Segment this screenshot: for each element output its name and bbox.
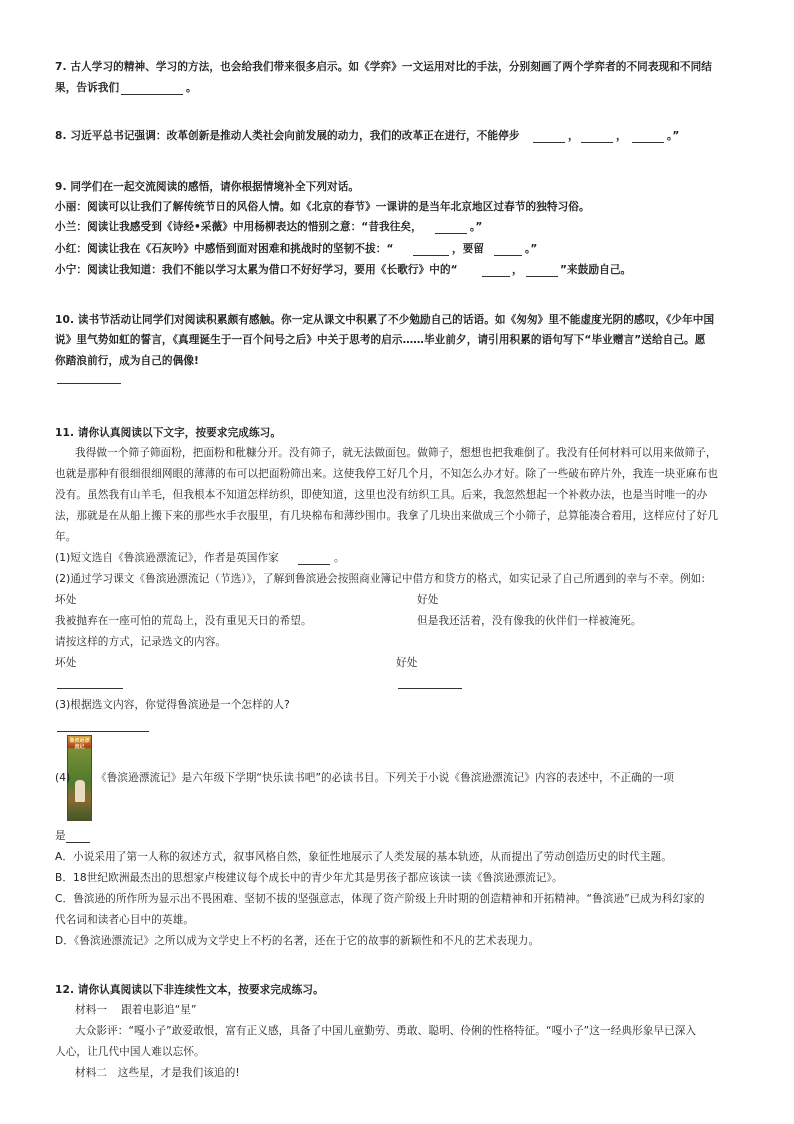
- book-cover-image: [67, 735, 92, 821]
- q11-bad-label-2: 坏处: [55, 657, 77, 669]
- q11-good-example: 但是我还活着，没有像我的伙伴们一样被淹死。: [417, 615, 642, 627]
- q11-sub1-end: 。: [334, 552, 345, 564]
- q9-l4-end: ”来鼓励自己。: [560, 264, 632, 276]
- q11-passage-line5: 年。: [55, 531, 77, 543]
- q8-blank-1[interactable]: [533, 142, 565, 143]
- q9-blank-1[interactable]: [435, 233, 467, 234]
- q9-l3-end: 。”: [525, 243, 538, 255]
- book-cover-figure: [75, 780, 85, 802]
- q9-l4-mid: ，: [512, 264, 523, 276]
- q8-sep-1: ，: [568, 130, 579, 142]
- q10-answer-blank[interactable]: [57, 383, 121, 384]
- q9-line-xiaoli: 小丽：阅读可以让我们了解传统节日的风俗人情。如《北京的春节》一课讲的是当年北京地区过春节的独特习俗。: [55, 201, 590, 213]
- q9-blank-3[interactable]: [494, 255, 522, 256]
- q11-good-label: 好处: [417, 594, 439, 606]
- q10-line3: 你踏浪前行，成为自己的偶像!: [55, 355, 199, 367]
- q11-sub3: (3)根据选文内容，你觉得鲁滨逊是一个怎样的人?: [55, 699, 290, 711]
- q9-l3-mid: ，要留: [452, 243, 485, 255]
- q12-material-2: 材料二 这些星，才是我们该追的!: [75, 1067, 240, 1079]
- q12-material-1: 材料一 跟着电影追“星”: [75, 1004, 197, 1016]
- q11-sub1-blank[interactable]: [298, 564, 330, 565]
- q11-good-label-2: 好处: [396, 657, 418, 669]
- q8-text: 8. 习近平总书记强调：改革创新是推动人类社会向前发展的动力，我们的改革正在进行，不能停步: [55, 130, 520, 142]
- option-c-line2[interactable]: 代名词和读者心目中的英雄。: [55, 914, 195, 926]
- q11-sub2: (2)通过学习课文《鲁滨逊漂流记（节选）》，了解到鲁滨逊会按照商业簿记中借方和贷方的格式，如实记录了自己所遇到的幸与不幸。例如:: [55, 573, 705, 585]
- q12-review-line2: 人心，让几代中国人难以忘怀。: [55, 1046, 205, 1058]
- q11-bad-label: 坏处: [55, 594, 77, 606]
- q9-blank-2[interactable]: [413, 255, 449, 256]
- q11-sub4-blank[interactable]: [66, 842, 90, 843]
- q9-blank-4[interactable]: [482, 276, 510, 277]
- q11-passage-line4: 法，那就是在从船上搬下来的那些水手衣服里，有几块棉布和薄纱围巾。我拿了几块出来做成三个小筛子，总算能凑合着用，这样应付了好几: [55, 510, 719, 522]
- q8-blank-2[interactable]: [581, 142, 613, 143]
- q9-l2-end: 。”: [470, 221, 483, 233]
- q10-line1: 10. 读书节活动让同学们对阅读积累颇有感触。你一定从课文中积累了不少勉励自己的话语。如《匆匆》里不能虚度光阴的感叹，《少年中国: [55, 314, 715, 326]
- q12-title: 12. 请你认真阅读以下非连续性文本，按要求完成练习。: [55, 984, 324, 996]
- q7-line2: 果，告诉我们: [55, 82, 120, 94]
- option-d[interactable]: D．《鲁滨逊漂流记》之所以成为文学史上不朽的名著，还在于它的故事的新颖性和不凡的艺术表现力。: [55, 935, 540, 947]
- q11-passage-line2: 也就是那种有很细很细网眼的薄薄的布可以把面粉筛出来。这使我停工好几个月，不知怎么办才好。除了一些破布碎片外，我连一块亚麻布也: [55, 468, 719, 480]
- q11-sub4-number: (4): [55, 772, 71, 784]
- q7-answer-blank[interactable]: [121, 94, 183, 95]
- q11-passage-line1: 我得做一个筛子筛面粉，把面粉和秕糠分开。没有筛子，就无法做面包。做筛子，想想也把我难倒了。我没有任何材料可以用来做筛子，: [75, 447, 717, 459]
- q11-title: 11. 请你认真阅读以下文字，按要求完成练习。: [55, 427, 282, 439]
- option-a[interactable]: A．小说采用了第一人称的叙述方式，叙事风格自然，象征性地展示了人类发展的基本轨迹，从而提出了劳动创造历史的时代主题。: [55, 851, 672, 863]
- q11-good-blank[interactable]: [398, 688, 462, 689]
- q9-line-xiaoning: 小宁：阅读让我知道：我们不能以学习太累为借口不好好学习，要用《长歌行》中的“: [55, 264, 458, 276]
- q7-line2-end: 。: [186, 82, 197, 94]
- q9-title: 9. 同学们在一起交流阅读的感悟，请你根据情境补全下列对话。: [55, 181, 360, 193]
- q8-end: 。”: [667, 130, 680, 142]
- q9-blank-5[interactable]: [526, 276, 558, 277]
- q9-line-xiaohong: 小红：阅读让我在《石灰吟》中感悟到面对困难和挑战时的坚韧不拔：“: [55, 243, 394, 255]
- q12-review-line1: 大众影评：“嘎小子”敢爱敢恨，富有正义感，具备了中国儿童勤劳、勇敢、聪明、伶俐的性格特征。“嘎小子”这一经典形象早已深入: [75, 1025, 697, 1037]
- q11-sub1: (1)短文选自《鲁滨逊漂流记》，作者是英国作家: [55, 552, 279, 564]
- q8-blank-3[interactable]: [632, 142, 664, 143]
- book-cover-title: 鲁滨逊漂流记: [69, 738, 90, 750]
- q8-sep-2: ，: [616, 130, 627, 142]
- q10-line2: 说》里气势如虹的誓言，《真理诞生于一百个问号之后》中关于思考的启示……毕业前夕，请引用积累的语句写下“毕业赠言”送给自己。愿: [55, 334, 706, 346]
- q11-bad-example: 我被抛弃在一座可怕的荒岛上，没有重见天日的希望。: [55, 615, 312, 627]
- q9-line-xiaolan: 小兰：阅读让我感受到《诗经•采薇》中用杨柳表达的惜别之意：“昔我往矣，: [55, 221, 422, 233]
- option-b[interactable]: B．18世纪欧洲最杰出的思想家卢梭建议每个成长中的青少年尤其是男孩子都应该读一读《鲁滨逊漂流记》。: [55, 872, 563, 884]
- q11-passage-line3: 没有。虽然我有山羊毛，但我根本不知道怎样纺织，即使知道，这里也没有纺织工具。后来，我忽然想起一个补救办法，也是当时唯一的办: [55, 489, 708, 501]
- q11-sub4-cont: 是: [55, 830, 66, 842]
- q11-sub3-blank[interactable]: [57, 731, 149, 732]
- q7-line1: 7. 古人学习的精神、学习的方法，也会给我们带来很多启示。如《学弈》一文运用对比的手法，分别刻画了两个学弈者的不同表现和不同结: [55, 61, 713, 73]
- q11-bad-blank[interactable]: [57, 688, 123, 689]
- q11-instruction: 请按这样的方式，记录选文的内容。: [55, 636, 227, 648]
- option-c-line1[interactable]: C．鲁滨逊的所作所为显示出不畏困难、坚韧不拔的坚强意志，体现了资产阶级上升时期的创造精神和开拓精神。“鲁滨逊”已成为科幻家的: [55, 893, 705, 905]
- q11-sub4: 《鲁滨逊漂流记》是六年级下学期“快乐读书吧”的必读书目。下列关于小说《鲁滨逊漂流记》内容的表述中，不正确的一项: [96, 772, 674, 784]
